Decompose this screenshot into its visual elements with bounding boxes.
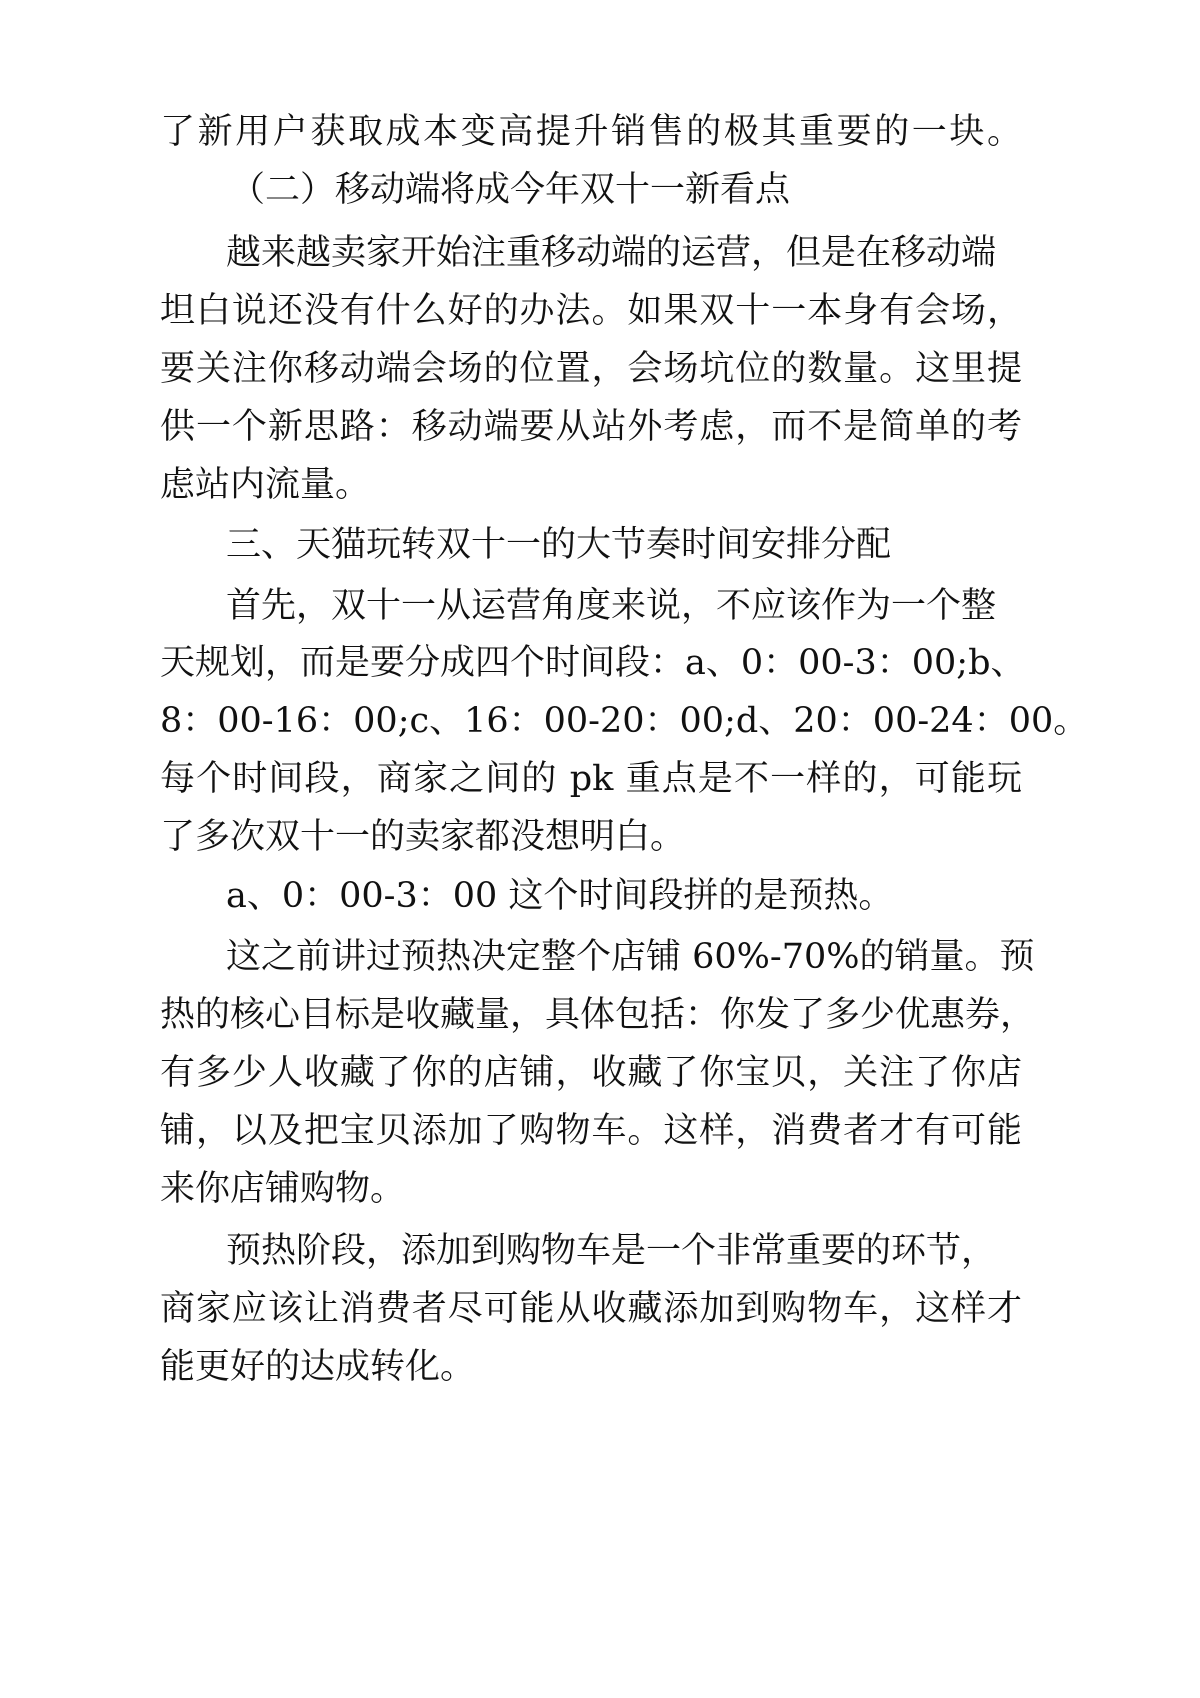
text-line: 首先，双十一从运营角度来说，不应该作为一个整 [226, 586, 997, 626]
text-line: 商家应该让消费者尽可能从收藏添加到购物车，这样才 [160, 1289, 1022, 1329]
section-heading: 三、天猫玩转双十一的大节奏时间安排分配 [226, 525, 892, 565]
text-line: 越来越卖家开始注重移动端的运营，但是在移动端 [226, 233, 997, 273]
text-line: 了多次双十一的卖家都没想明白。 [160, 817, 686, 857]
section-heading: （二）移动端将成今年双十一新看点 [230, 170, 791, 210]
text-line: 能更好的达成转化。 [160, 1347, 476, 1387]
text-line: 坦白说还没有什么好的办法。如果双十一本身有会场， [160, 291, 1022, 331]
text-line: 铺，以及把宝贝添加了购物车。这样，消费者才有可能 [160, 1111, 1022, 1151]
text-line: 虑站内流量。 [160, 465, 371, 505]
text-line: 了新用户获取成本变高提升销售的极其重要的一块。 [160, 112, 1022, 152]
text-line: 预热阶段，添加到购物车是一个非常重要的环节， [226, 1231, 997, 1271]
text-line: 这之前讲过预热决定整个店铺 60%-70%的销量。预 [226, 937, 1035, 977]
text-line: 天规划，而是要分成四个时间段：a、0：00-3：00;b、 [160, 643, 1026, 683]
text-line: 8：00-16：00;c、16：00-20：00;d、20：00-24：00。 [160, 701, 1089, 741]
text-line: a、0：00-3：00 这个时间段拼的是预热。 [226, 876, 894, 916]
text-line: 热的核心目标是收藏量，具体包括：你发了多少优惠券， [160, 995, 1036, 1035]
text-line: 每个时间段，商家之间的 pk 重点是不一样的，可能玩 [160, 759, 1022, 799]
text-line: 来你店铺购物。 [160, 1169, 406, 1209]
text-line: 要关注你移动端会场的位置，会场坑位的数量。这里提 [160, 349, 1022, 389]
text-line: 有多少人收藏了你的店铺，收藏了你宝贝，关注了你店 [160, 1053, 1022, 1093]
text-line: 供一个新思路：移动端要从站外考虑，而不是简单的考 [160, 407, 1022, 447]
